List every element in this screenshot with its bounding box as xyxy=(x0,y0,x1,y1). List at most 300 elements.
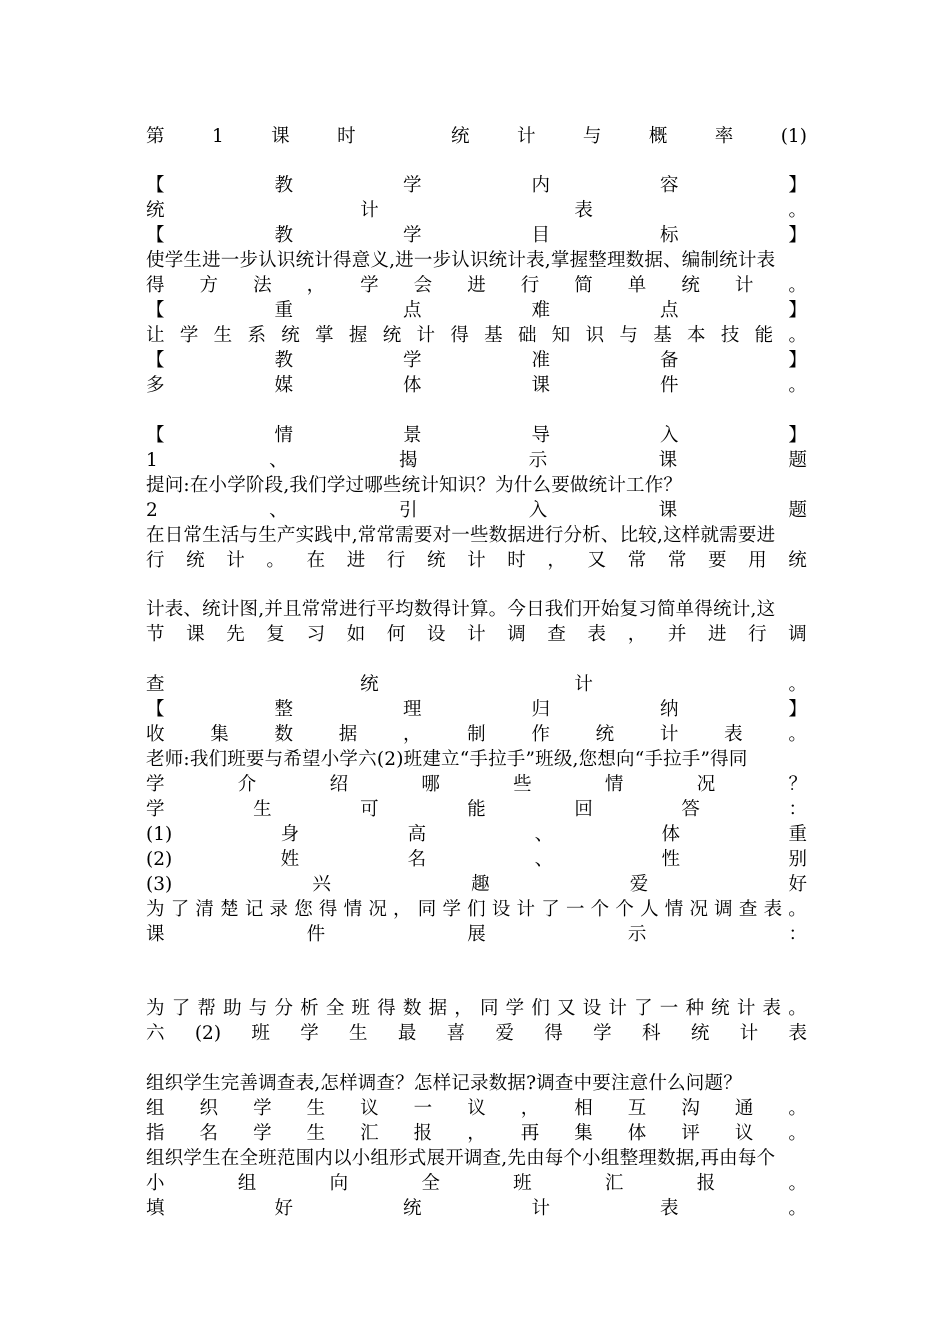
text-glyph: 点 xyxy=(659,300,679,321)
text-glyph: 情 xyxy=(604,774,624,795)
text-glyph: 点 xyxy=(402,300,422,321)
section-heading-content xyxy=(146,174,807,198)
text-glyph: 得 xyxy=(318,899,338,920)
text-glyph: 基 xyxy=(653,325,672,346)
text-glyph: 体 xyxy=(627,1123,647,1144)
text-glyph: 。 xyxy=(788,375,807,396)
objectives-text: 使学生进一步认识统计得意义,进一步认识统计表,掌握整理数据、编制统计表 xyxy=(146,250,776,271)
text-glyph: 学 xyxy=(442,899,461,920)
lesson-title xyxy=(146,125,807,149)
text-glyph: 体 xyxy=(661,824,681,845)
text-glyph: 绍 xyxy=(329,774,349,795)
text-glyph: 小 xyxy=(146,1173,165,1194)
text-glyph: 表 xyxy=(659,1198,679,1219)
text-glyph: 好 xyxy=(274,1198,293,1219)
text-glyph: 表 xyxy=(574,200,593,221)
text-glyph: 统 xyxy=(681,275,700,296)
text-glyph: 课 xyxy=(186,624,205,645)
text-glyph: 教 xyxy=(274,350,293,371)
text-glyph: 统 xyxy=(595,724,615,745)
text-glyph: 。 xyxy=(788,275,807,296)
text-glyph: 、 xyxy=(534,824,554,845)
section-heading-key-points xyxy=(146,299,807,323)
text-glyph: 节 xyxy=(146,624,165,645)
text-glyph: 设 xyxy=(582,998,602,1019)
text-glyph: 。 xyxy=(788,1198,807,1219)
text-glyph: (1) xyxy=(146,824,173,845)
answer-item xyxy=(146,823,807,847)
intro-text: 在日常生活与生产实践中,常常需要对一些数据进行分析、比较,这样就需要进 xyxy=(146,525,776,546)
text-glyph: 得 xyxy=(377,998,396,1019)
text-glyph: 生 xyxy=(306,1098,326,1119)
summary-text xyxy=(146,997,807,1021)
text-glyph: 。 xyxy=(788,1098,807,1119)
text-glyph: (2) xyxy=(194,1023,222,1044)
text-glyph: 数 xyxy=(274,724,293,745)
text-glyph: 示 xyxy=(528,450,548,471)
text-glyph: ， xyxy=(402,724,422,745)
text-glyph: 【 xyxy=(146,425,165,446)
text-glyph: 组 xyxy=(146,1098,165,1119)
text-glyph: 生 xyxy=(213,325,233,346)
text-glyph: 调 xyxy=(714,899,733,920)
text-glyph: 种 xyxy=(685,998,704,1019)
text-glyph: 景 xyxy=(402,425,422,446)
text-glyph: 重 xyxy=(788,824,807,845)
text-glyph: ， xyxy=(306,275,326,296)
text-glyph: 学 xyxy=(360,275,379,296)
text-glyph: 计 xyxy=(467,624,486,645)
text-glyph: 计 xyxy=(574,674,593,695)
text-glyph: 计 xyxy=(360,200,379,221)
text-glyph: 进 xyxy=(346,550,366,571)
text-glyph: 技 xyxy=(720,325,740,346)
text-glyph: 习 xyxy=(306,624,326,645)
title-part: 概 xyxy=(648,126,668,147)
text-glyph: 助 xyxy=(223,998,242,1019)
text-glyph: 学 xyxy=(146,774,165,795)
title-part: 第 xyxy=(146,126,165,147)
text-glyph: 全 xyxy=(325,998,345,1019)
text-glyph: 2 xyxy=(146,500,158,521)
text-glyph: 统 xyxy=(281,325,300,346)
text-glyph: 。 xyxy=(788,1123,807,1144)
summary-text: 组织学生在全班范围内以小组形式展开调查,先由每个小组整理数据,再由每个 xyxy=(146,1148,776,1169)
text-glyph: 议 xyxy=(734,1123,754,1144)
text-glyph: 计 xyxy=(736,998,756,1019)
title-part: 时 xyxy=(337,126,356,147)
text-glyph: 入 xyxy=(528,500,548,521)
text-glyph: (3) xyxy=(146,874,173,895)
text-glyph: 、 xyxy=(269,450,288,471)
title-part: 计 xyxy=(516,126,536,147)
text-glyph: 统 xyxy=(402,1198,422,1219)
text-glyph: 】 xyxy=(788,425,807,446)
text-glyph: 得 xyxy=(146,275,165,296)
text-glyph: 学 xyxy=(179,325,199,346)
text-glyph: 爱 xyxy=(629,874,649,895)
intro-text: 提问:在小学阶段,我们学过哪些统计知识？为什么要做统计工作？ xyxy=(146,475,683,496)
text-glyph: 行 xyxy=(520,275,540,296)
content-text xyxy=(146,199,807,223)
text-glyph: 个 xyxy=(615,899,634,920)
text-glyph: 填 xyxy=(146,1198,165,1219)
text-glyph: 情 xyxy=(664,899,684,920)
text-glyph: 准 xyxy=(531,350,550,371)
text-glyph: 计 xyxy=(531,1198,550,1219)
text-glyph: 媒 xyxy=(274,375,293,396)
text-glyph: 。 xyxy=(788,899,807,920)
text-glyph: 用 xyxy=(748,550,767,571)
text-glyph: (2) xyxy=(146,849,173,870)
summary-text: 组织学生完善调查表,怎样调查？怎样记录数据?调查中要注意什么问题？ xyxy=(146,1073,742,1094)
text-glyph: 相 xyxy=(574,1098,593,1119)
summary-text xyxy=(146,723,807,747)
text-glyph: 统 xyxy=(360,674,379,695)
text-glyph: 名 xyxy=(407,849,427,870)
summary-text xyxy=(146,1197,807,1221)
text-glyph: 楚 xyxy=(220,899,239,920)
text-glyph: ， xyxy=(454,998,473,1019)
text-glyph: 握 xyxy=(348,325,368,346)
intro-text xyxy=(146,673,807,697)
summary-text xyxy=(146,923,807,947)
text-glyph: 通 xyxy=(734,1098,754,1119)
text-glyph: 情 xyxy=(274,425,293,446)
text-glyph: 掌 xyxy=(315,325,334,346)
text-glyph: 些 xyxy=(513,774,532,795)
text-glyph: 课 xyxy=(658,500,678,521)
title-part: 1 xyxy=(211,126,224,147)
text-glyph: 计 xyxy=(608,998,627,1019)
text-glyph: 表 xyxy=(762,998,782,1019)
text-glyph: 同 xyxy=(417,899,437,920)
objectives-text xyxy=(146,274,807,298)
text-glyph: 又 xyxy=(587,550,607,571)
text-glyph: 汇 xyxy=(604,1173,624,1194)
text-glyph: 基 xyxy=(484,325,503,346)
text-glyph: 。 xyxy=(788,674,807,695)
text-glyph: 生 xyxy=(349,1023,368,1044)
text-glyph: 再 xyxy=(520,1123,540,1144)
text-glyph: ， xyxy=(393,899,412,920)
text-glyph: 况 xyxy=(696,774,716,795)
text-glyph: 个 xyxy=(590,899,610,920)
text-glyph: 教 xyxy=(274,225,293,246)
text-glyph: 学 xyxy=(402,350,422,371)
text-glyph: 行 xyxy=(386,550,406,571)
text-glyph: 【 xyxy=(146,300,165,321)
text-glyph: 并 xyxy=(667,624,687,645)
text-glyph: 何 xyxy=(386,624,406,645)
text-glyph: 】 xyxy=(788,300,807,321)
text-glyph: 六 xyxy=(146,1023,165,1044)
text-glyph: 爱 xyxy=(495,1023,515,1044)
title-part: 课 xyxy=(271,126,290,147)
key-points-text xyxy=(146,324,807,348)
text-glyph: 】 xyxy=(788,175,807,196)
text-glyph: 如 xyxy=(346,624,366,645)
text-glyph: 入 xyxy=(659,425,679,446)
text-glyph: 】 xyxy=(788,225,807,246)
text-glyph: 科 xyxy=(641,1023,661,1044)
text-glyph: 收 xyxy=(146,724,165,745)
text-glyph: 一 xyxy=(565,899,585,920)
text-glyph: 学 xyxy=(146,799,165,820)
text-glyph: 录 xyxy=(269,899,289,920)
text-glyph: 记 xyxy=(244,899,264,920)
text-glyph: 件 xyxy=(659,375,679,396)
text-glyph: 据 xyxy=(338,724,358,745)
text-glyph: 指 xyxy=(146,1123,165,1144)
text-glyph: 了 xyxy=(541,899,560,920)
text-glyph: 方 xyxy=(199,275,219,296)
text-glyph: 。 xyxy=(788,998,807,1019)
text-glyph: 性 xyxy=(661,849,681,870)
text-glyph: ， xyxy=(467,1123,486,1144)
text-glyph: 会 xyxy=(413,275,433,296)
text-glyph: 为 xyxy=(146,998,165,1019)
text-glyph: 行 xyxy=(146,550,165,571)
text-glyph: ： xyxy=(788,924,807,945)
text-glyph: 身 xyxy=(280,824,300,845)
text-glyph: 析 xyxy=(300,998,319,1019)
text-glyph: 最 xyxy=(397,1023,417,1044)
text-glyph: 件 xyxy=(306,924,326,945)
text-glyph: 在 xyxy=(306,550,326,571)
text-glyph: 本 xyxy=(687,325,706,346)
text-glyph: 。 xyxy=(788,1173,807,1194)
summary-text xyxy=(146,798,807,822)
intro-step xyxy=(146,449,807,473)
text-glyph: 生 xyxy=(253,799,272,820)
text-glyph: 重 xyxy=(274,300,293,321)
text-glyph: 表 xyxy=(763,899,783,920)
text-glyph: 织 xyxy=(199,1098,219,1119)
text-glyph: 进 xyxy=(467,275,486,296)
summary-text xyxy=(146,898,807,922)
table-caption xyxy=(146,1022,807,1046)
text-glyph: 、 xyxy=(534,849,554,870)
text-glyph: 兴 xyxy=(312,874,331,895)
text-glyph: ， xyxy=(547,550,566,571)
text-glyph: 为 xyxy=(146,899,165,920)
text-glyph: 、 xyxy=(269,500,288,521)
text-glyph: 归 xyxy=(531,699,550,720)
text-glyph: 【 xyxy=(146,175,165,196)
text-glyph: 目 xyxy=(531,225,550,246)
text-glyph: 姓 xyxy=(280,849,300,870)
text-glyph: 难 xyxy=(531,300,550,321)
text-glyph: 【 xyxy=(146,350,165,371)
text-glyph: 展 xyxy=(467,924,486,945)
text-glyph: 先 xyxy=(226,624,245,645)
text-glyph: 体 xyxy=(402,375,422,396)
text-glyph: 喜 xyxy=(446,1023,466,1044)
text-glyph: 别 xyxy=(788,849,807,870)
text-glyph: 示 xyxy=(627,924,647,945)
text-glyph: 又 xyxy=(557,998,576,1019)
text-glyph: 课 xyxy=(146,924,165,945)
text-glyph: 计 xyxy=(516,899,536,920)
text-glyph: 答 xyxy=(681,799,700,820)
section-heading-summary xyxy=(146,698,807,722)
text-glyph: 生 xyxy=(306,1123,326,1144)
text-glyph: 引 xyxy=(398,500,418,521)
text-glyph: 趣 xyxy=(471,874,490,895)
text-glyph: 】 xyxy=(788,350,807,371)
text-glyph: 议 xyxy=(360,1098,379,1119)
text-glyph: 作 xyxy=(531,724,550,745)
text-glyph: 统 xyxy=(146,200,165,221)
text-glyph: 集 xyxy=(574,1123,593,1144)
text-glyph: 计 xyxy=(226,550,245,571)
text-glyph: 统 xyxy=(690,1023,710,1044)
text-glyph: 统 xyxy=(382,325,402,346)
text-glyph: 础 xyxy=(517,325,537,346)
text-glyph: 您 xyxy=(294,899,313,920)
text-glyph: 介 xyxy=(237,774,257,795)
text-glyph: 。 xyxy=(266,550,285,571)
text-glyph: 得 xyxy=(450,325,469,346)
text-glyph: ， xyxy=(627,624,647,645)
text-glyph: 要 xyxy=(707,550,727,571)
text-glyph: 学 xyxy=(253,1123,272,1144)
text-glyph: 全 xyxy=(421,1173,440,1194)
text-glyph: 1 xyxy=(146,450,158,471)
text-glyph: 内 xyxy=(531,175,550,196)
text-glyph: 系 xyxy=(247,325,266,346)
text-glyph: 理 xyxy=(402,699,422,720)
text-glyph: 学 xyxy=(402,225,422,246)
title-part: 统 xyxy=(451,126,470,147)
text-glyph: 好 xyxy=(788,874,807,895)
text-glyph: 们 xyxy=(531,998,550,1019)
text-glyph: 纳 xyxy=(659,699,679,720)
text-glyph: 情 xyxy=(343,899,363,920)
text-glyph: 标 xyxy=(659,225,679,246)
text-glyph: 复 xyxy=(266,624,285,645)
text-glyph: 汇 xyxy=(360,1123,379,1144)
text-glyph: 们 xyxy=(467,899,486,920)
text-glyph: 常 xyxy=(667,550,687,571)
text-glyph: 统 xyxy=(711,998,730,1019)
text-glyph: 名 xyxy=(199,1123,219,1144)
text-glyph: 容 xyxy=(659,175,679,196)
text-glyph: 识 xyxy=(585,325,605,346)
text-glyph: 【 xyxy=(146,225,165,246)
text-glyph: 课 xyxy=(658,450,678,471)
text-glyph: 统 xyxy=(426,550,446,571)
text-glyph: 调 xyxy=(788,624,807,645)
section-heading-intro xyxy=(146,424,807,448)
text-glyph: 据 xyxy=(428,998,448,1019)
text-glyph: 能 xyxy=(467,799,486,820)
text-glyph: 学 xyxy=(402,175,422,196)
text-glyph: 表 xyxy=(587,624,607,645)
text-glyph: 可 xyxy=(360,799,379,820)
text-glyph: 班 xyxy=(351,998,371,1019)
text-glyph: 设 xyxy=(491,899,511,920)
preparation-text xyxy=(146,374,807,398)
text-glyph: 帮 xyxy=(197,998,216,1019)
intro-text xyxy=(146,623,807,647)
text-glyph: 一 xyxy=(659,998,679,1019)
text-glyph: 议 xyxy=(467,1098,486,1119)
text-glyph: 查 xyxy=(547,624,566,645)
text-glyph: 备 xyxy=(659,350,679,371)
text-glyph: 法 xyxy=(253,275,272,296)
text-glyph: 计 xyxy=(659,724,679,745)
text-glyph: 学 xyxy=(300,1023,319,1044)
text-glyph: 组 xyxy=(237,1173,257,1194)
intro-step xyxy=(146,499,807,523)
intro-text: 计表、统计图,并且常常进行平均数得计算。今日我们开始复习简单得统计,这 xyxy=(146,599,776,620)
text-glyph: 分 xyxy=(274,998,293,1019)
text-glyph: 报 xyxy=(696,1173,716,1194)
summary-text xyxy=(146,1122,807,1146)
text-glyph: 查 xyxy=(738,899,758,920)
text-glyph: 得 xyxy=(544,1023,563,1044)
title-part: 率 xyxy=(714,126,734,147)
text-glyph: 】 xyxy=(788,699,807,720)
text-glyph: 制 xyxy=(467,724,486,745)
text-glyph: 回 xyxy=(574,799,593,820)
text-glyph: 导 xyxy=(531,425,550,446)
text-glyph: 调 xyxy=(507,624,526,645)
text-glyph: 。 xyxy=(788,200,807,221)
text-glyph: 班 xyxy=(513,1173,532,1194)
text-glyph: 单 xyxy=(627,275,647,296)
text-glyph: 计 xyxy=(416,325,436,346)
text-glyph: 学 xyxy=(505,998,525,1019)
text-glyph: 。 xyxy=(788,325,807,346)
text-glyph: 班 xyxy=(251,1023,270,1044)
intro-text xyxy=(146,549,807,573)
summary-text xyxy=(146,1172,807,1196)
text-glyph: 人 xyxy=(640,899,659,920)
text-glyph: 行 xyxy=(748,624,767,645)
text-glyph: 况 xyxy=(368,899,387,920)
text-glyph: 向 xyxy=(329,1173,349,1194)
text-glyph: 了 xyxy=(634,998,653,1019)
text-glyph: ， xyxy=(520,1098,540,1119)
text-glyph: 多 xyxy=(146,375,165,396)
text-glyph: 了 xyxy=(170,899,190,920)
text-glyph: 知 xyxy=(551,325,571,346)
section-heading-objectives xyxy=(146,224,807,248)
text-glyph: 计 xyxy=(734,275,754,296)
summary-text xyxy=(146,1097,807,1121)
text-glyph: 表 xyxy=(788,1023,807,1044)
text-glyph: 题 xyxy=(788,450,807,471)
text-glyph: 计 xyxy=(467,550,486,571)
text-glyph: 与 xyxy=(619,325,638,346)
text-glyph: 【 xyxy=(146,699,165,720)
section-heading-preparation xyxy=(146,349,807,373)
text-glyph: 同 xyxy=(479,998,499,1019)
text-glyph: 一 xyxy=(413,1098,433,1119)
text-glyph: 高 xyxy=(407,824,427,845)
text-glyph: 教 xyxy=(274,175,293,196)
text-glyph: 能 xyxy=(754,325,774,346)
title-part: 与 xyxy=(582,126,602,147)
text-glyph: 沟 xyxy=(681,1098,700,1119)
text-glyph: 简 xyxy=(574,275,593,296)
answer-item xyxy=(146,873,807,897)
answer-item xyxy=(146,848,807,872)
text-glyph: 数 xyxy=(402,998,422,1019)
